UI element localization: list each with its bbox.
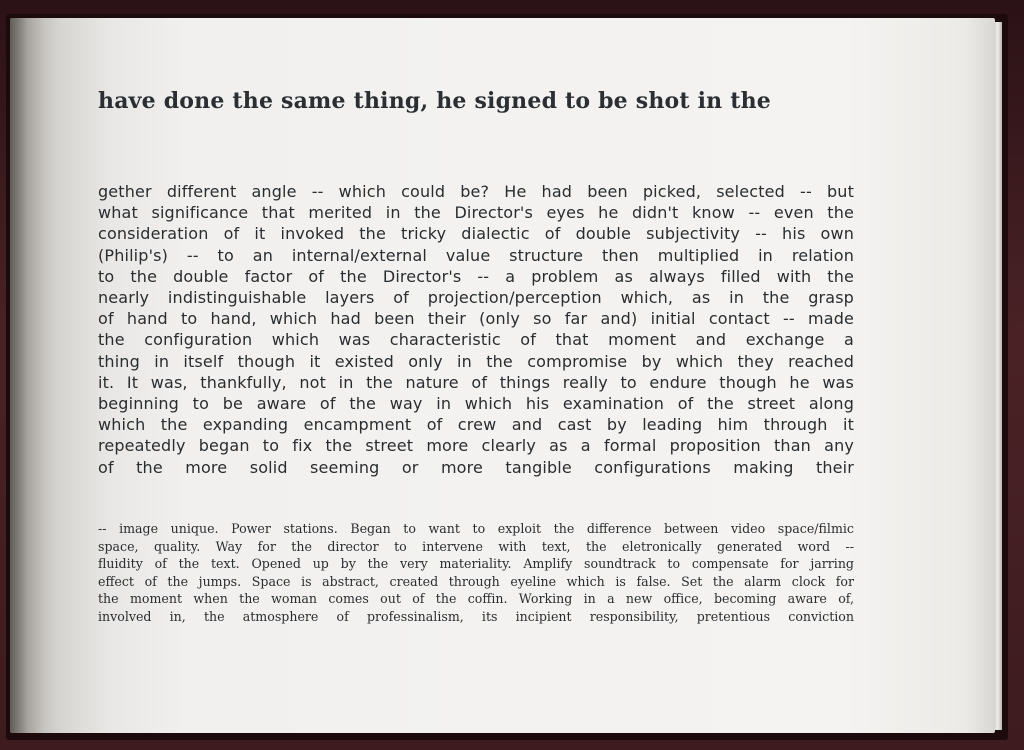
body-line: consideration of it invoked the tricky dialectic of double subjectivity -- his own — [98, 224, 854, 244]
body-line: of the more solid seeming or more tangible configurations making their — [98, 457, 854, 477]
note-line: involved in, the atmosphere of professinalism, its incipient responsibility, pretentious conviction — [98, 608, 854, 624]
body-line: repeatedly began to fix the street more clearly as a formal proposition than any — [98, 436, 854, 456]
note-line: -- image unique. Power stations. Began to want to exploit the difference between video space/filmic — [98, 521, 854, 536]
page-stack-edge — [994, 22, 1002, 730]
body-line: thing in itself though it existed only in the compromise by which they reached — [98, 351, 854, 371]
body-line: beginning to be aware of the way in which his examination of the street along — [98, 394, 854, 414]
page-heading: have done the same thing, he signed to be shot in the — [98, 88, 771, 114]
body-line: of hand to hand, which had been their (only so far and) initial contact -- made — [98, 309, 854, 329]
body-line: to the double factor of the Director's -- a problem as always filled with the — [98, 266, 854, 286]
body-paragraph — [98, 181, 854, 478]
note-line: fluidity of the text. Opened up by the very materiality. Amplify soundtrack to compensate for jarring — [98, 556, 854, 572]
book-page — [10, 18, 995, 733]
body-line: the configuration which was characteristic of that moment and exchange a — [98, 330, 854, 350]
book-spine-shadow — [10, 18, 44, 733]
body-line: (Philip's) -- to an internal/external value structure then multiplied in relation — [98, 245, 854, 265]
note-line: the moment when the woman comes out of the coffin. Working in a new office, becoming aware of, — [98, 591, 854, 607]
body-line: gether different angle -- which could be? He had been picked, selected -- but — [98, 182, 854, 201]
body-line: what significance that merited in the Director's eyes he didn't know -- even the — [98, 203, 854, 223]
note-line: space, quality. Way for the director to intervene with text, the eletronically generated word -- — [98, 538, 854, 554]
footnote-paragraph — [98, 520, 854, 626]
body-line: which the expanding encampment of crew and cast by leading him through it — [98, 415, 854, 435]
note-line: effect of the jumps. Space is abstract, created through eyeline which is false. Set the alarm clock for — [98, 573, 854, 589]
body-line: nearly indistinguishable layers of projection/perception which, as in the grasp — [98, 288, 854, 308]
body-line: it. It was, thankfully, not in the nature of things really to endure though he was — [98, 372, 854, 392]
